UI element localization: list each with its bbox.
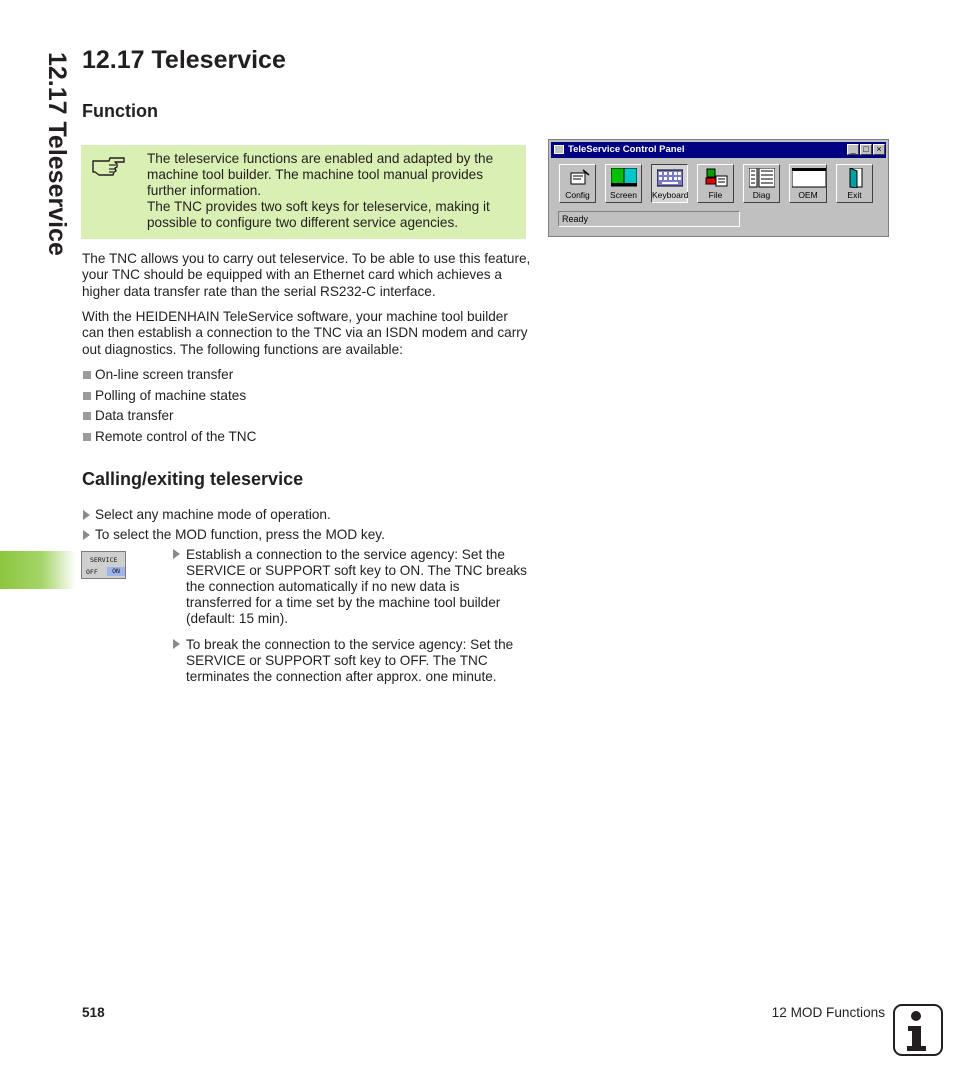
list-item [82, 408, 256, 429]
config-label: Config [565, 190, 590, 200]
oem-label: OEM [798, 190, 818, 200]
feature-list [82, 367, 256, 450]
screen-icon [611, 168, 637, 188]
note-text [147, 151, 519, 231]
body-paragraph: The TNC allows you to carry out teleservice. To be able to use this feature, your TNC should be equipped with an Ethernet card which achieves a higher data transfer rate than the serial RS232-C interface. [82, 251, 531, 299]
diagnostics-icon [749, 168, 775, 188]
exit-label: Exit [847, 190, 862, 200]
window-titlebar [551, 142, 886, 158]
diag-label: Diag [752, 190, 771, 200]
info-icon [893, 1004, 943, 1056]
window-title: TeleService Control Panel [568, 144, 685, 155]
step-text: To select the MOD function, press the MOD key. [95, 527, 385, 542]
exit-door-icon [842, 168, 868, 188]
step-arrow-icon [83, 510, 90, 520]
bullet-square-icon [83, 433, 91, 441]
config-icon [565, 168, 591, 188]
softkey-on-label: ON [107, 567, 125, 576]
sidebar-section-title [33, 52, 73, 322]
note-line: The teleservice functions are enabled and adapted by the machine tool builder. The machine tool manual provides further information. [147, 151, 494, 198]
function-heading: Function [82, 101, 158, 121]
chapter-name: 12 MOD Functions [771, 1005, 885, 1020]
config-button[interactable] [559, 164, 596, 203]
file-transfer-icon [703, 168, 729, 188]
pointing-hand-icon [91, 155, 127, 177]
teleservice-window [548, 139, 889, 237]
diag-button[interactable] [743, 164, 780, 203]
step-text: Select any machine mode of operation. [95, 507, 331, 522]
keyboard-button[interactable] [651, 164, 688, 203]
sidebar-section-title-text: 12.17 Teleservice [43, 52, 71, 256]
step-arrow-icon [173, 639, 180, 649]
minimize-icon[interactable]: _ [847, 144, 859, 155]
substep-text: Establish a connection to the service agency: Set the SERVICE or SUPPORT soft key to ON. The TNC breaks the connection automatically if no new data is transferred for a time set by the machine tool builder (default: 15 min). [186, 547, 527, 626]
list-item-text: Remote control of the TNC [95, 429, 257, 445]
note-line: The TNC provides two soft keys for teleservice, making it possible to configure two different service agencies. [147, 199, 490, 230]
status-text: Ready [562, 214, 589, 224]
oem-window-icon [792, 168, 826, 188]
page-title: 12.17 Teleservice [82, 46, 286, 74]
softkey-title: SERVICE [90, 556, 118, 564]
screen-button[interactable] [605, 164, 642, 203]
list-item-text: Data transfer [95, 408, 174, 424]
bullet-square-icon [83, 412, 91, 420]
status-field [558, 211, 740, 227]
oem-button[interactable] [789, 164, 827, 203]
step-list [82, 507, 385, 547]
service-softkey[interactable] [81, 551, 126, 579]
list-item [82, 429, 256, 450]
bullet-square-icon [83, 392, 91, 400]
substep [173, 637, 529, 685]
maximize-icon[interactable]: □ [860, 144, 872, 155]
step-arrow-icon [173, 549, 180, 559]
step-item [82, 507, 385, 527]
screen-label: Screen [610, 190, 637, 200]
exit-button[interactable] [836, 164, 873, 203]
close-icon[interactable]: × [873, 144, 885, 155]
step-item [82, 527, 385, 547]
list-item-text: Polling of machine states [95, 387, 247, 403]
chapter-tab-marker [0, 551, 76, 589]
keyboard-icon [657, 168, 683, 188]
body-paragraph: With the HEIDENHAIN TeleService software, your machine tool builder can then establish a connection to the TNC via an ISDN modem and carry out diagnostics. The following functions are available: [82, 309, 528, 357]
file-button[interactable] [697, 164, 734, 203]
info-letter-glyph [903, 1009, 933, 1053]
calling-heading: Calling/exiting teleservice [82, 469, 304, 489]
list-item [82, 388, 256, 409]
softkey-off-label: OFF [86, 568, 98, 576]
file-label: File [708, 190, 723, 200]
note-box [81, 145, 526, 239]
keyboard-label: Keyboard [652, 190, 689, 200]
bullet-square-icon [83, 371, 91, 379]
list-item [82, 367, 256, 388]
app-icon [554, 145, 564, 154]
substep-text: To break the connection to the service agency: Set the SERVICE or SUPPORT soft key to OFF. The TNC terminates the connection after approx. one minute. [186, 637, 514, 684]
substep [173, 547, 529, 627]
list-item-text: On-line screen transfer [95, 367, 234, 382]
page-number: 518 [82, 1005, 105, 1020]
step-arrow-icon [83, 530, 90, 540]
